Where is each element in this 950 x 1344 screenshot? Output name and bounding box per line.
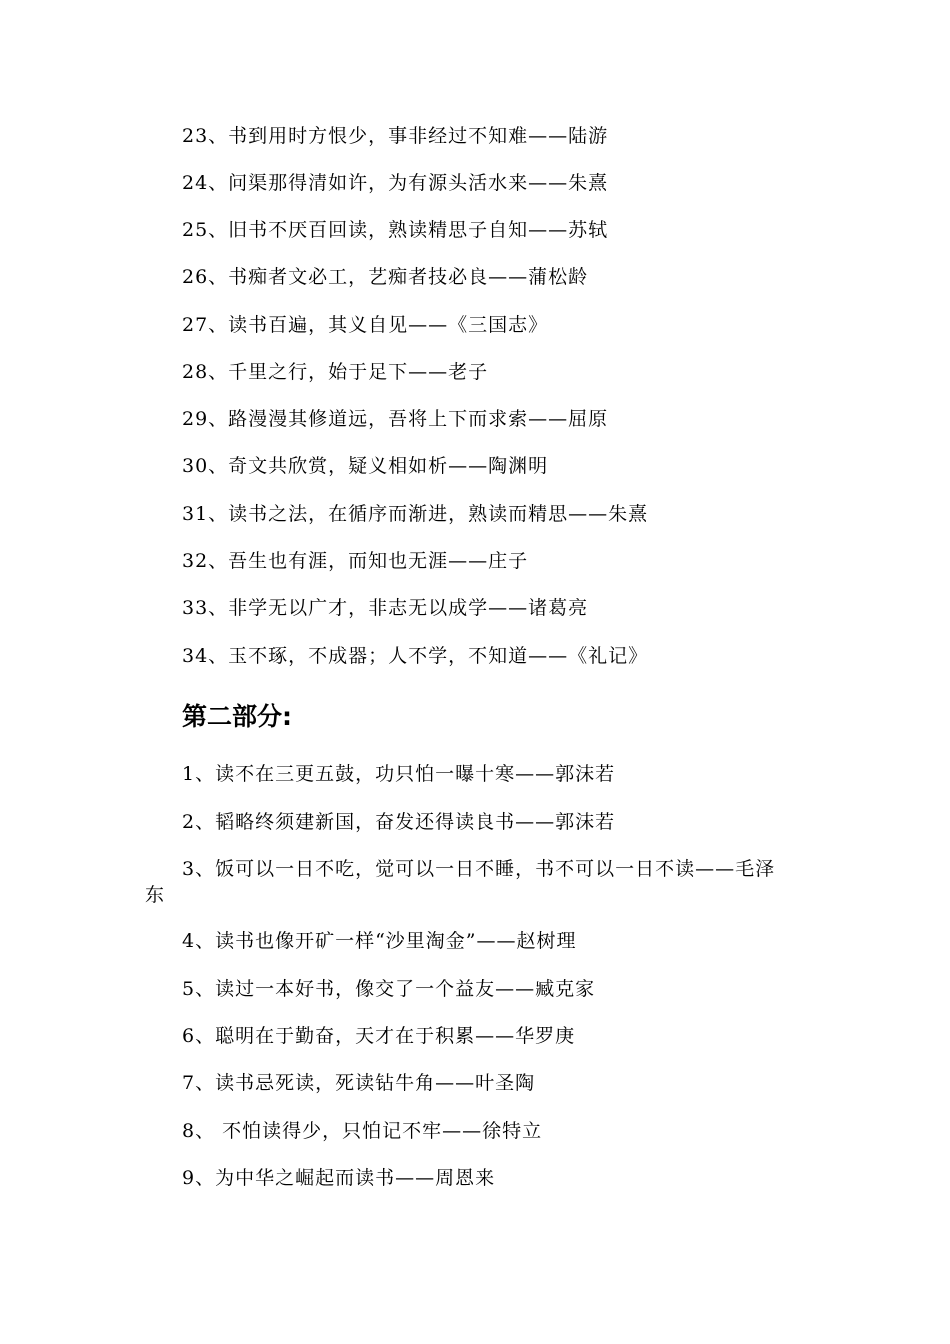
quote-line-31: 31、读书之法，在循序而渐进，熟读而精思——朱熹 [182, 503, 649, 525]
quote-line-23: 23、书到用时方恨少，事非经过不知难——陆游 [182, 125, 609, 147]
quote-line-p2-6: 6、聪明在于勤奋，天才在于积累——华罗庚 [182, 1025, 576, 1047]
quote-line-34: 34、玉不琢，不成器；人不学，不知道——《礼记》 [182, 645, 649, 667]
quote-line-p2-9: 9、为中华之崛起而读书——周恩来 [182, 1167, 496, 1189]
quote-line-33: 33、非学无以广才，非志无以成学——诸葛亮 [182, 597, 589, 619]
quote-line-p2-1: 1、读不在三更五鼓，功只怕一曝十寒——郭沫若 [182, 763, 616, 785]
quote-line-26: 26、书痴者文必工，艺痴者技必良——蒲松龄 [182, 266, 589, 288]
quote-line-p2-3-continuation: 东 [145, 884, 165, 906]
quote-line-30: 30、奇文共欣赏，疑义相如析——陶渊明 [182, 455, 549, 477]
quote-line-p2-8: 8、 不怕读得少，只怕记不牢——徐特立 [182, 1120, 543, 1142]
quote-line-32: 32、吾生也有涯，而知也无涯——庄子 [182, 550, 529, 572]
quote-line-29: 29、路漫漫其修道远，吾将上下而求索——屈原 [182, 408, 609, 430]
quote-line-24: 24、问渠那得清如许，为有源头活水来——朱熹 [182, 172, 609, 194]
quote-line-p2-7: 7、读书忌死读，死读钻牛角——叶圣陶 [182, 1072, 536, 1094]
section-heading-part-two: 第二部分: [182, 702, 292, 731]
quote-line-p2-2: 2、韬略终须建新国，奋发还得读良书——郭沫若 [182, 811, 616, 833]
quote-line-p2-3: 3、饭可以一日不吃，觉可以一日不睡，书不可以一日不读——毛泽 [182, 858, 776, 880]
quote-line-p2-5: 5、读过一本好书，像交了一个益友——臧克家 [182, 978, 596, 1000]
quote-line-27: 27、读书百遍，其义自见——《三国志》 [182, 314, 549, 336]
quote-line-28: 28、千里之行，始于足下——老子 [182, 361, 489, 383]
quote-line-p2-4: 4、读书也像开矿一样“沙里淘金”——赵树理 [182, 930, 577, 952]
quote-line-25: 25、旧书不厌百回读，熟读精思子自知——苏轼 [182, 219, 609, 241]
